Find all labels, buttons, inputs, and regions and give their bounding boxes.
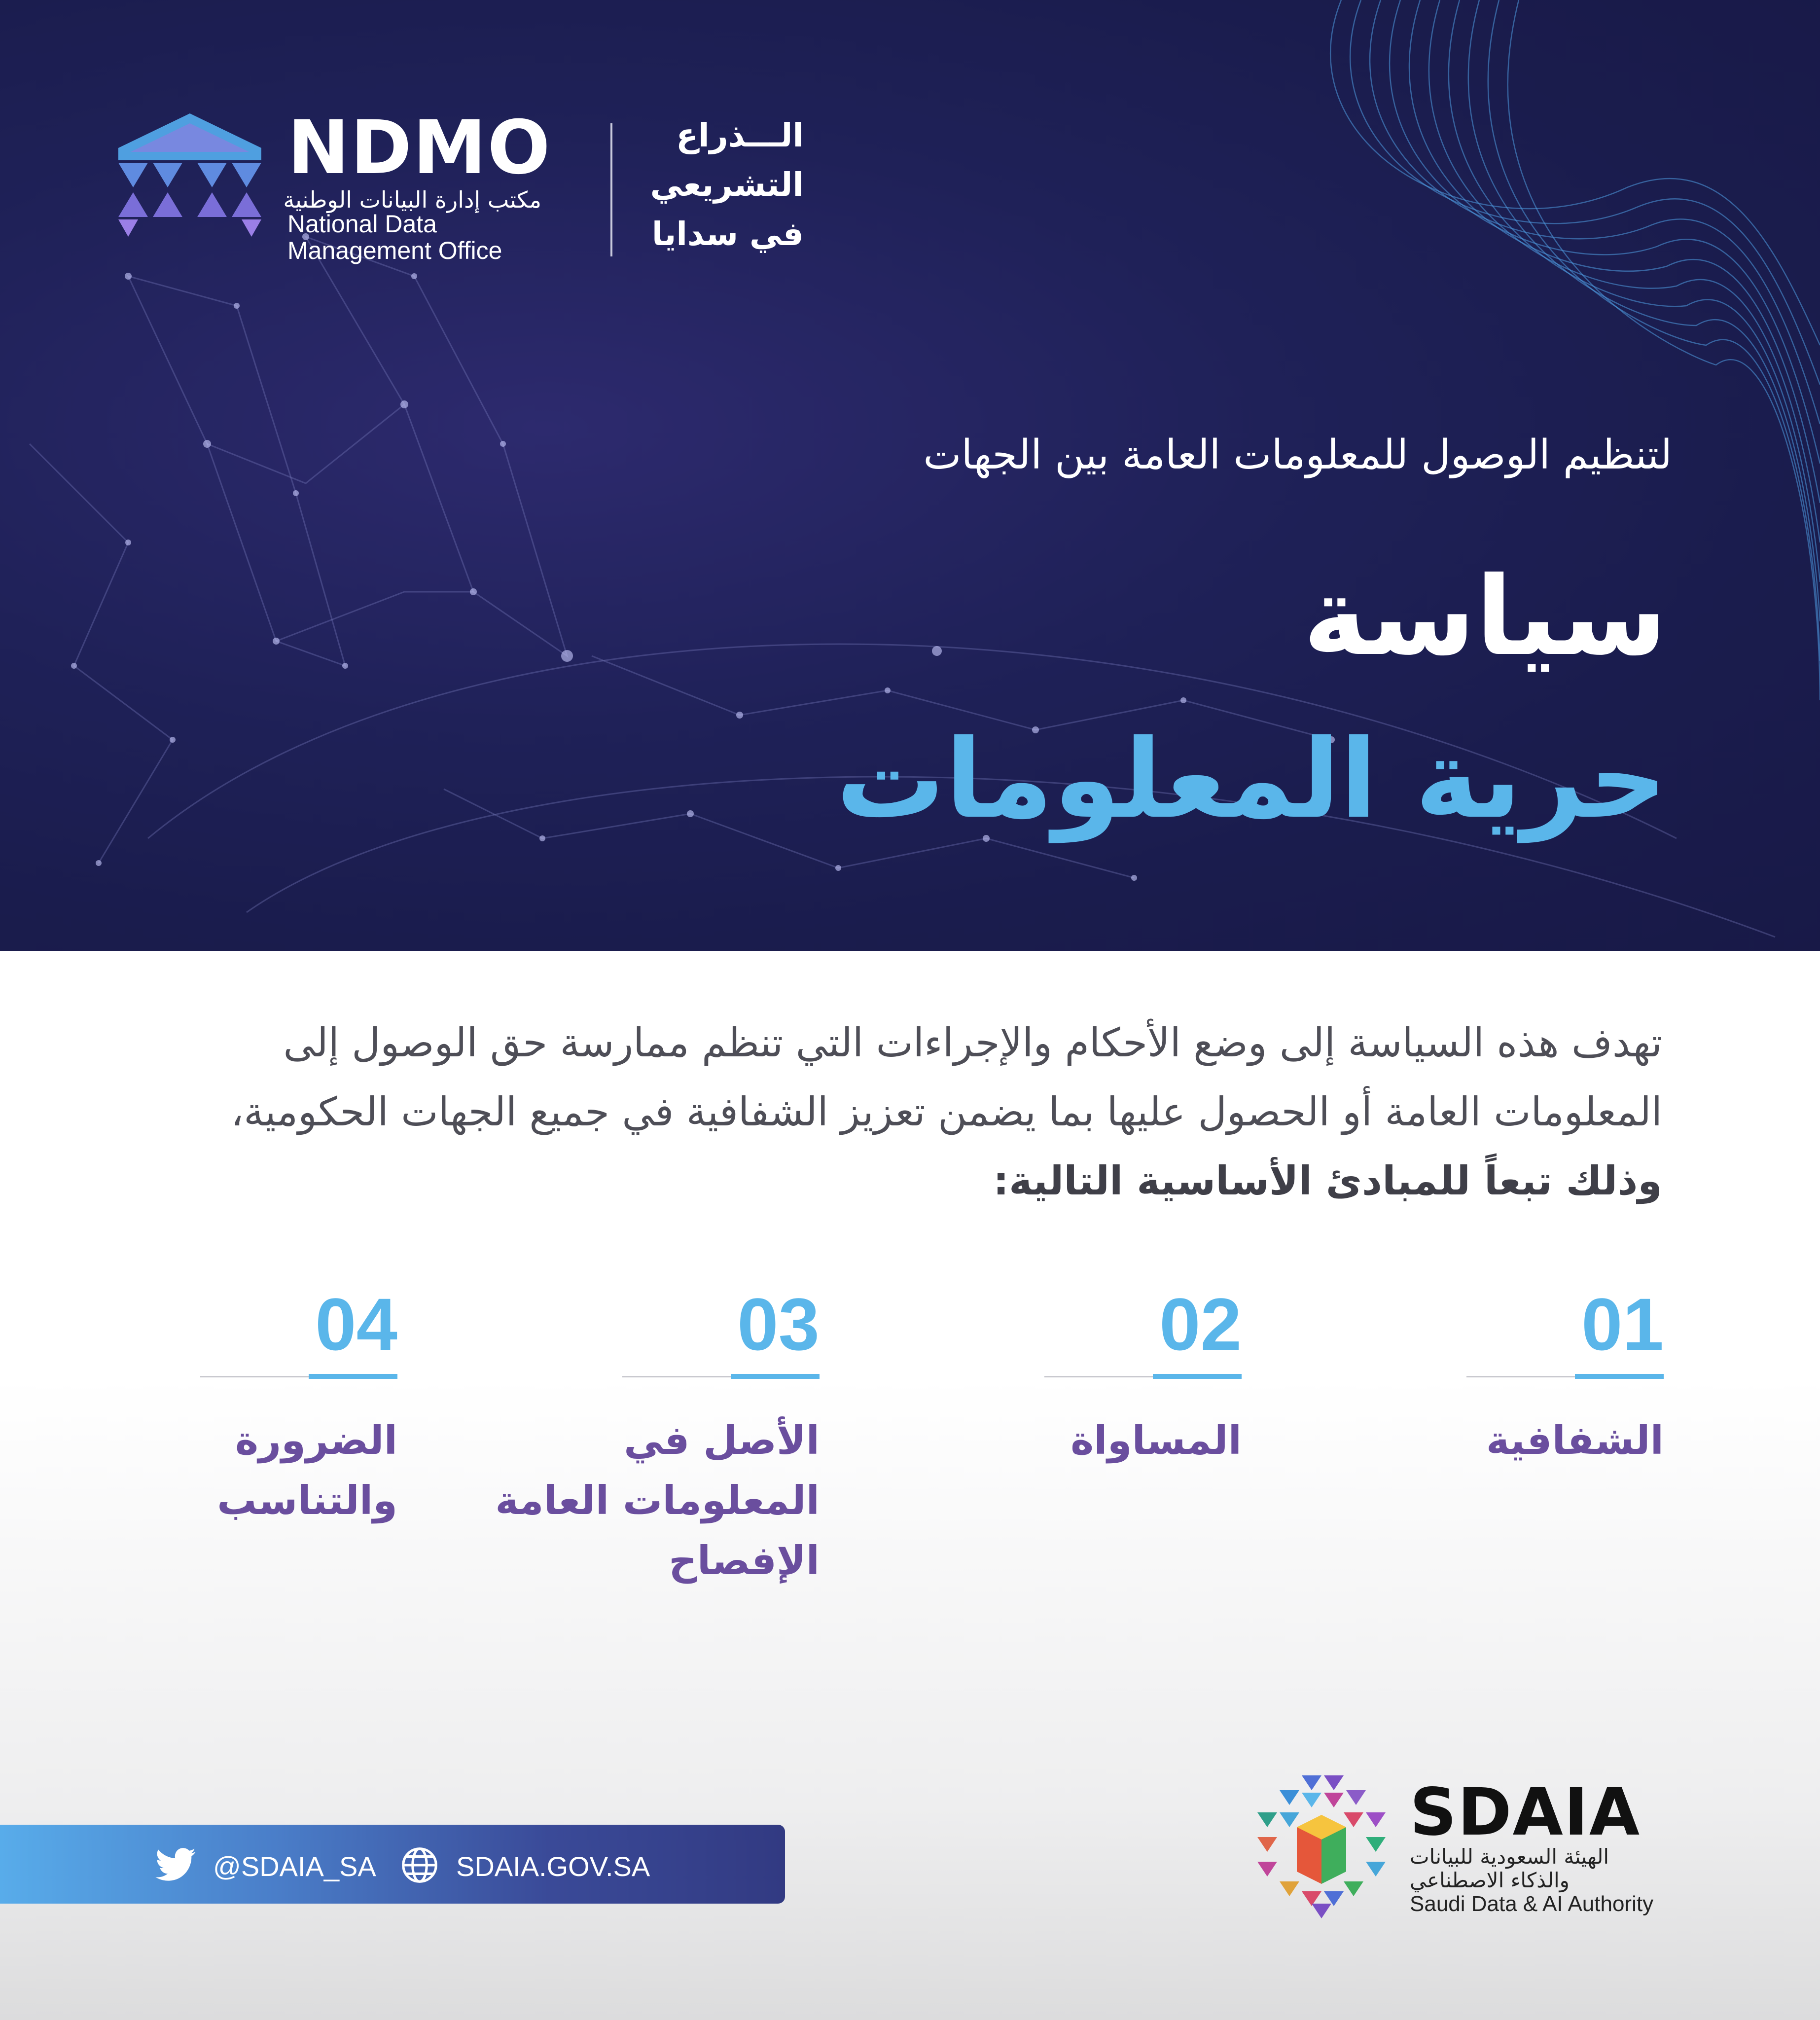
principle-label [1486,1410,1664,1471]
sdaia-english-name: Saudi Data & AI Authority [1410,1892,1654,1916]
principle-label-line: المساواة [1071,1417,1242,1463]
ndmo-english-line1: National Data [287,210,437,238]
principle-label-line: الإفصاح [669,1538,820,1584]
header-divider [610,123,612,256]
ndmo-building-icon [118,113,261,237]
principle-label [1071,1410,1242,1471]
arm-line-3: في سدايا [651,215,804,253]
principle-number: 02 [1159,1283,1242,1366]
sdaia-arabic-line2: والذكاء الاصطناعي [1410,1868,1570,1892]
ndmo-arabic-name: مكتب إدارة البيانات الوطنية [283,186,541,213]
social-bar [0,1825,785,1904]
hero-subtitle: لتنظيم الوصول للمعلومات العامة بين الجهات [923,432,1672,478]
website-link[interactable]: SDAIA.GOV.SA [456,1851,650,1882]
principle-divider-accent [309,1374,397,1379]
principle-1 [1466,1283,1664,1593]
arm-line-1: الـــذراع [676,116,804,154]
principle-number: 04 [315,1283,397,1366]
hero-banner [0,0,1820,951]
intro-paragraph [134,1009,1662,1216]
sdaia-logo [1255,1775,1699,1923]
principle-label-line: الشفافية [1486,1417,1664,1463]
sdaia-title: SDAIA [1410,1774,1641,1850]
arm-line-2: التشريعي [650,166,804,204]
principle-4 [200,1283,397,1593]
hero-title-line1: سياسة [1303,553,1667,680]
principle-divider-accent [1153,1374,1242,1379]
ndmo-english-line2: Management Office [287,237,502,264]
principle-number: 01 [1581,1283,1664,1366]
principle-label-line: المعلومات العامة [495,1478,820,1523]
principle-2 [1044,1283,1242,1593]
intro-line-1: تهدف هذه السياسة إلى وضع الأحكام والإجراءات التي تنظم ممارسة حق الوصول إلى [283,1020,1662,1066]
principle-label [495,1410,820,1591]
sdaia-arabic-line1: الهيئة السعودية للبيانات [1410,1844,1609,1869]
principle-divider-accent [731,1374,820,1379]
principle-divider-accent [1575,1374,1664,1379]
principle-number: 03 [737,1283,820,1366]
sdaia-cube-icon [1255,1775,1388,1918]
ndmo-logo [118,105,562,264]
globe-icon[interactable] [401,1846,438,1884]
twitter-icon[interactable] [155,1848,196,1881]
principle-label-line: الأصل في [624,1417,820,1463]
principle-3 [495,1283,820,1593]
intro-line-2: المعلومات العامة أو الحصول عليها بما يضمن تعزيز الشفافية في جميع الجهات الحكومية، [231,1089,1662,1135]
legislative-arm-text [641,111,804,259]
principle-label [217,1410,397,1531]
twitter-handle-link[interactable]: @SDAIA_SA [213,1851,376,1882]
intro-line-3: وذلك تبعاً للمبادئ الأساسية التالية: [993,1158,1662,1204]
principle-label-line: الضرورة [235,1417,397,1463]
ndmo-title: NDMO [287,105,551,191]
principle-label-line: والتناسب [217,1478,397,1523]
hero-title-line2: حرية المعلومات [836,716,1667,842]
